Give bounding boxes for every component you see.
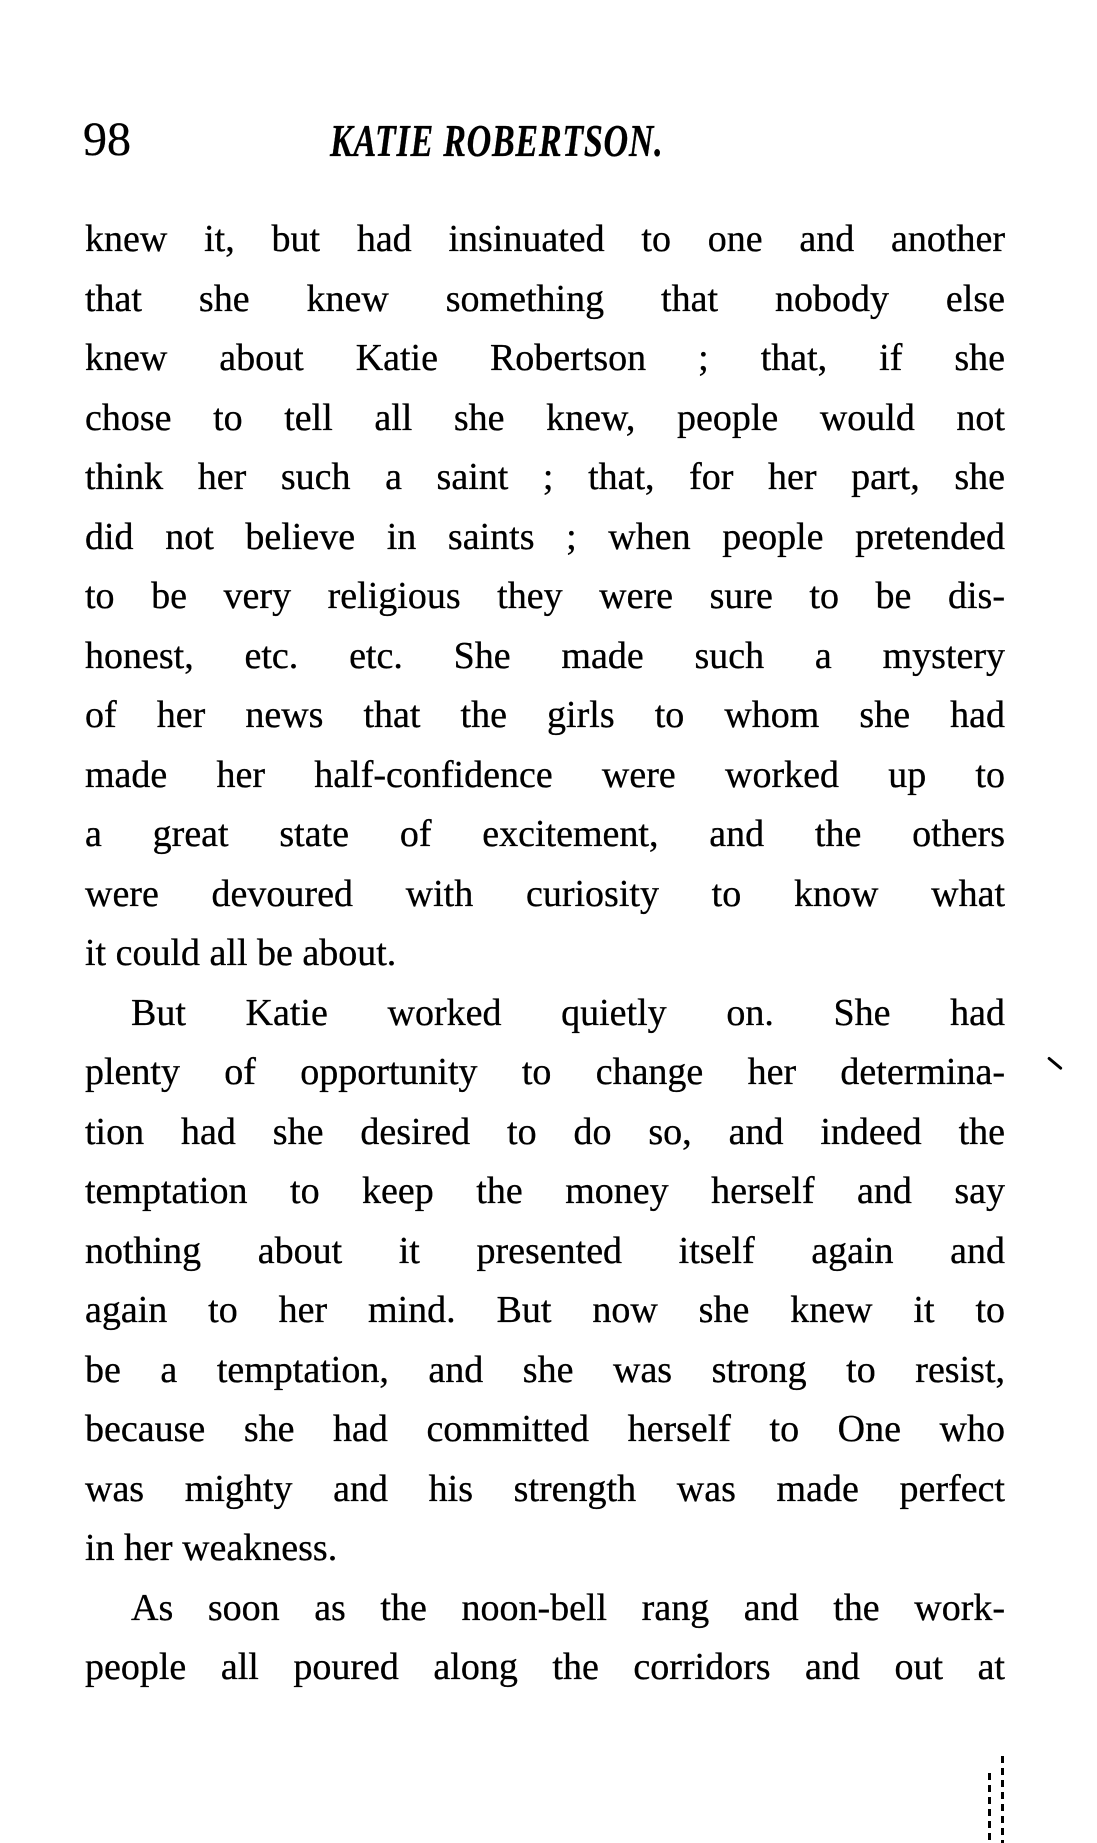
text-line: were devoured with curiosity to know what — [85, 872, 1005, 915]
text-line: it could all be about. — [85, 932, 397, 974]
text-line: in her weakness. — [85, 1527, 338, 1569]
text-line: be a temptation, and she was strong to resist, — [85, 1348, 1005, 1391]
text-line: because she had committed herself to One who — [85, 1408, 1005, 1450]
text-line: honest, etc. etc. She made such a mystery — [85, 634, 1005, 677]
text-line: to be very religious they were sure to be dis- — [85, 575, 1005, 617]
page-number: 98 — [83, 113, 131, 166]
text-line: temptation to keep the money herself and say — [85, 1170, 1005, 1212]
scan-artifact-diagonal-stroke — [1047, 1056, 1063, 1070]
text-line: As soon as the noon-bell rang and the work- — [131, 1586, 1005, 1629]
text-line: was mighty and his strength was made perfect — [85, 1467, 1005, 1510]
running-header-title: KATIE ROBERTSON. — [330, 115, 664, 166]
text-line: chose to tell all she knew, people would not — [85, 396, 1005, 439]
text-line: did not believe in saints ; when people pretended — [85, 515, 1005, 558]
text-line: people all poured along the corridors and out at — [85, 1646, 1005, 1688]
scan-artifact-dashed-line-right — [1001, 1756, 1004, 1843]
body-text-block — [85, 210, 1005, 1698]
text-line: made her half-confidence were worked up to — [85, 753, 1005, 796]
text-line: plenty of opportunity to change her determina- — [85, 1051, 1005, 1093]
scan-artifact-dashed-line-left — [988, 1773, 991, 1843]
text-line: nothing about it presented itself again and — [85, 1229, 1005, 1272]
text-line: think her such a saint ; that, for her part, she — [85, 456, 1005, 498]
text-line: a great state of excitement, and the others — [85, 813, 1005, 855]
text-line: knew it, but had insinuated to one and another — [85, 218, 1005, 260]
text-line: of her news that the girls to whom she had — [85, 694, 1005, 736]
text-line: tion had she desired to do so, and indeed the — [85, 1110, 1005, 1153]
text-line: that she knew something that nobody else — [85, 277, 1005, 320]
text-line: But Katie worked quietly on. She had — [131, 991, 1005, 1034]
text-line: again to her mind. But now she knew it to — [85, 1289, 1005, 1331]
text-line: knew about Katie Robertson ; that, if she — [85, 337, 1005, 379]
